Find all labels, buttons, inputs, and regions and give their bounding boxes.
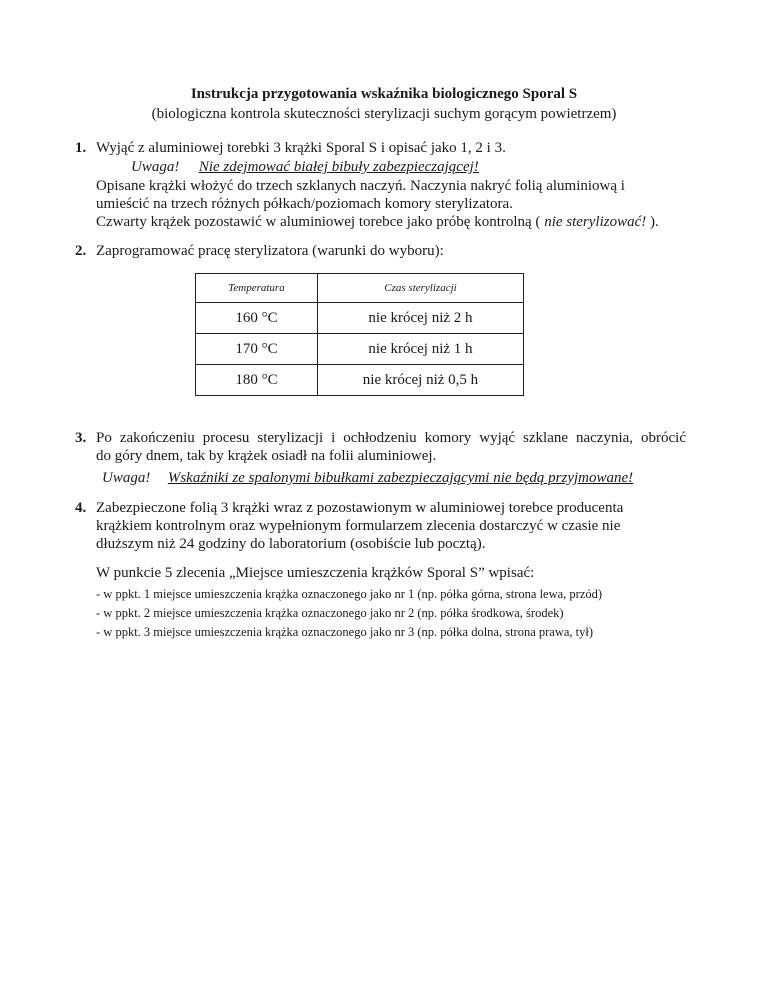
warning-text: Wskaźniki ze spalonymi bibułkami zabezpieczającymi nie będą przyjmowane! xyxy=(167,470,634,486)
do-not-sterilize-note: nie sterylizować! xyxy=(544,214,647,230)
time-cell: nie krócej niż 2 h xyxy=(318,303,524,334)
warning-text: Nie zdejmować białej bibuły zabezpieczającej! xyxy=(198,159,479,175)
closing-paren: ). xyxy=(646,214,659,230)
table-header-row xyxy=(196,274,524,303)
step-3-line-2: do góry dnem, tak by krążek osiadł na folii aluminiowej. xyxy=(96,448,437,464)
note-intro: W punkcie 5 zlecenia „Miejsce umieszczenia krążków Sporal S” wpisać: xyxy=(96,565,535,581)
warning-label: Uwaga! xyxy=(102,470,151,486)
note-item-3: - w ppkt. 3 miejsce umieszczenia krążka oznaczonego jako nr 3 (np. półka dolna, strona prawa, tył) xyxy=(96,625,594,639)
step-1-line-3: umieścić na trzech różnych półkach/poziomach komory sterylizatora. xyxy=(96,196,513,212)
table-row xyxy=(196,303,524,334)
document-title: Instrukcja przygotowania wskaźnika biologicznego Sporal S xyxy=(190,86,578,102)
step-4-number: 4. xyxy=(75,500,87,516)
time-cell: nie krócej niż 1 h xyxy=(318,334,524,365)
step-4-line-1: Zabezpieczone folią 3 krążki wraz z pozostawionym w aluminiowej torebce producenta xyxy=(96,500,624,516)
step-3-line-1: Po zakończeniu procesu sterylizacji i ochłodzeniu komory wyjąć szklane naczynia, obrócić xyxy=(96,430,686,446)
step-4-line-2: krążkiem kontrolnym oraz wypełnionym formularzem zlecenia dostarczyć w czasie nie xyxy=(96,518,621,534)
sterilization-table xyxy=(195,273,524,396)
table-row xyxy=(196,365,524,396)
temperature-cell: 170 °C xyxy=(196,334,318,365)
step-2-line-1: Zaprogramować pracę sterylizatora (warunki do wyboru): xyxy=(96,243,444,259)
step-1-line-1: Wyjąć z aluminiowej torebki 3 krążki Sporal S i opisać jako 1, 2 i 3. xyxy=(96,140,506,156)
step-1-line-2: Opisane krążki włożyć do trzech szklanych naczyń. Naczynia nakryć folią aluminiową i xyxy=(96,178,625,194)
step-1-warning xyxy=(131,159,479,176)
header-temperature: Temperatura xyxy=(196,274,318,303)
temperature-cell: 180 °C xyxy=(196,365,318,396)
table-row xyxy=(196,334,524,365)
step-1-line-4 xyxy=(96,214,659,231)
step-3-number: 3. xyxy=(75,430,87,446)
note-item-1: - w ppkt. 1 miejsce umieszczenia krążka oznaczonego jako nr 1 (np. półka górna, strona lewa, przód) xyxy=(96,587,603,601)
step-4-line-3: dłuższym niż 24 godziny do laboratorium (osobiście lub pocztą). xyxy=(96,536,486,552)
control-sample-text: Czwarty krążek pozostawić w aluminiowej torebce jako próbę kontrolną ( xyxy=(96,214,545,230)
document-subtitle: (biologiczna kontrola skuteczności sterylizacji suchym gorącym powietrzem) xyxy=(151,106,617,122)
step-2-number: 2. xyxy=(75,243,87,259)
header-sterilization-time: Czas sterylizacji xyxy=(318,274,524,303)
temperature-cell: 160 °C xyxy=(196,303,318,334)
time-cell: nie krócej niż 0,5 h xyxy=(318,365,524,396)
warning-label: Uwaga! xyxy=(131,159,180,175)
step-3-warning xyxy=(102,470,633,487)
note-item-2: - w ppkt. 2 miejsce umieszczenia krążka oznaczonego jako nr 2 (np. półka środkowa, środek) xyxy=(96,606,564,620)
step-1-number: 1. xyxy=(75,140,87,156)
